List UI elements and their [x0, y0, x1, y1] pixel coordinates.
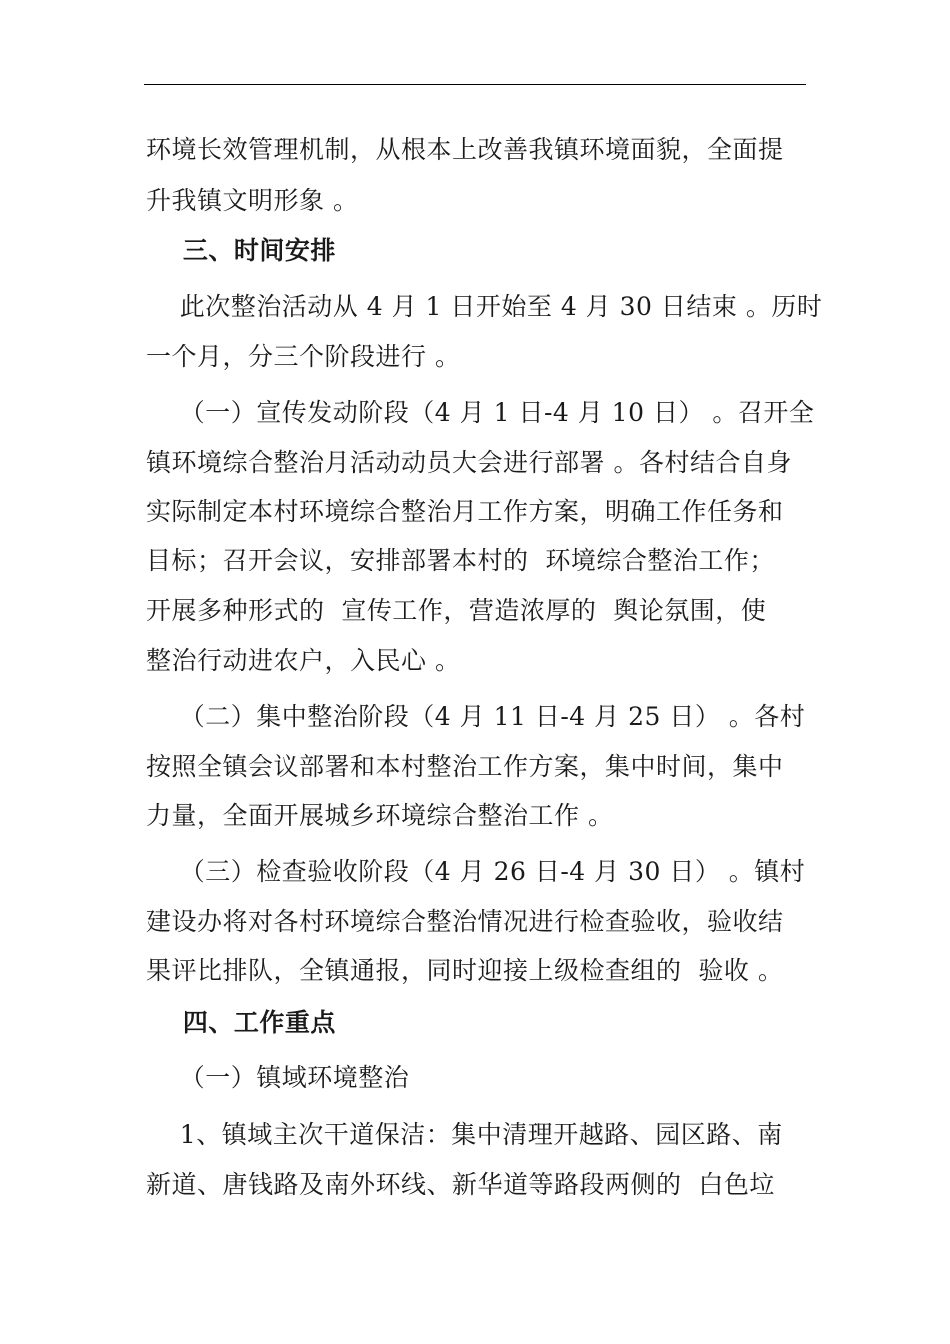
text-line: 一个月，分三个阶段进行 。	[146, 342, 461, 371]
text-line: 目标；召开会议，安排部署本村的 环境综合整治工作；	[146, 546, 775, 575]
text-line: （一）宣传发动阶段（4 月 1 日-4 月 10 日） 。召开全	[146, 398, 815, 427]
text-line: 升我镇文明形象 。	[146, 186, 359, 215]
text-line: 镇环境综合整治月活动动员大会进行部署 。各村结合自身	[146, 448, 792, 477]
text-line: 整治行动进农户，入民心 。	[146, 646, 461, 675]
text-line: 此次整治活动从 4 月 1 日开始至 4 月 30 日结束 。历时	[146, 292, 823, 321]
text-line: 力量，全面开展城乡环境综合整治工作 。	[146, 801, 614, 830]
text-line: 开展多种形式的 宣传工作，营造浓厚的 舆论氛围，使	[146, 596, 767, 625]
text-line: （一）镇域环境整治	[146, 1063, 410, 1092]
text-line: （三）检查验收阶段（4 月 26 日-4 月 30 日） 。镇村	[146, 857, 806, 886]
text-line: 按照全镇会议部署和本村整治工作方案，集中时间，集中	[146, 752, 784, 781]
text-line: 果评比排队，全镇通报，同时迎接上级检查组的 验收 。	[146, 956, 784, 985]
text-line: 建设办将对各村环境综合整治情况进行检查验收，验收结	[146, 907, 784, 936]
text-line: 实际制定本村环境综合整治月工作方案，明确工作任务和	[146, 497, 784, 526]
section-heading: 三、时间安排	[146, 236, 336, 265]
text-line: 1、镇域主次干道保洁：集中清理开越路、园区路、南	[146, 1120, 783, 1149]
header-rule	[144, 84, 806, 85]
section-heading: 四、工作重点	[146, 1008, 336, 1037]
text-line: 新道、唐钱路及南外环线、新华道等路段两侧的 白色垃	[146, 1170, 775, 1199]
text-line: 环境长效管理机制，从根本上改善我镇环境面貌，全面提	[146, 135, 784, 164]
text-line: （二）集中整治阶段（4 月 11 日-4 月 25 日） 。各村	[146, 702, 806, 731]
